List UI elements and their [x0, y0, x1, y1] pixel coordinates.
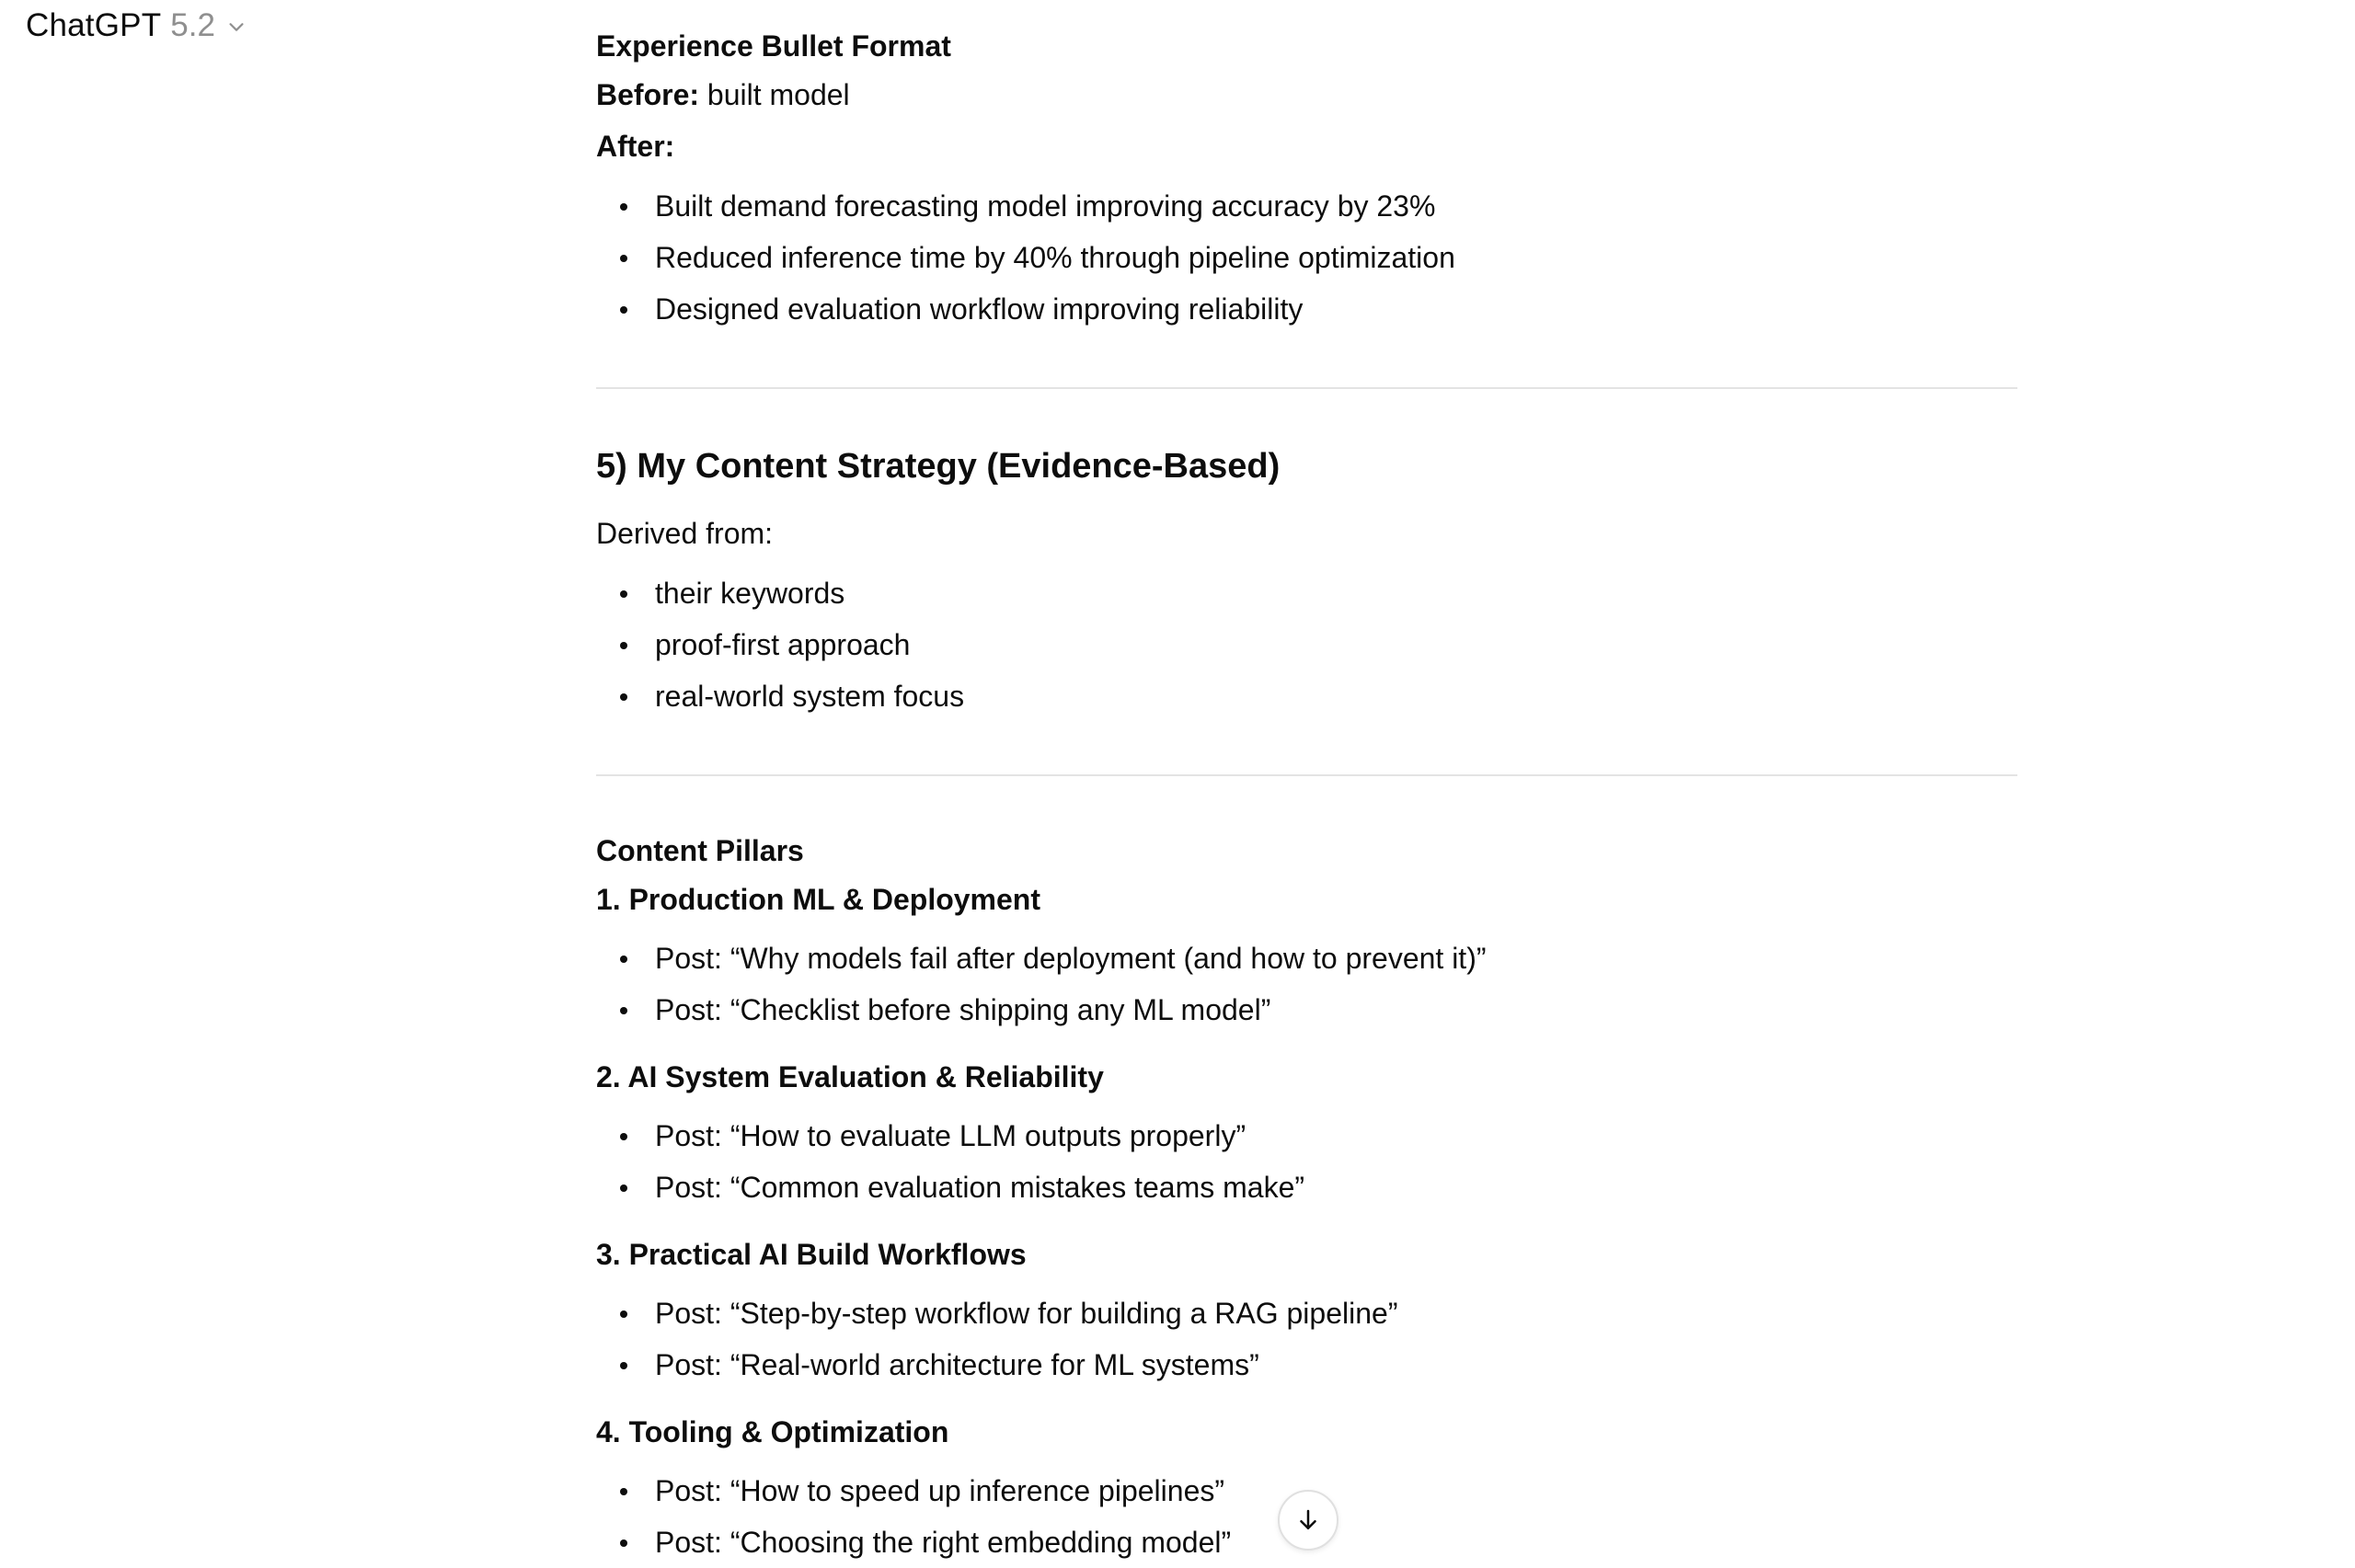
pillar-posts [596, 1288, 1397, 1391]
list-item: Designed evaluation workflow improving reliability [596, 283, 1455, 335]
pillar-posts [596, 1465, 1231, 1568]
before-value: built model [706, 78, 850, 111]
pillar-posts [596, 933, 1487, 1036]
derived-list [596, 567, 964, 722]
before-label: Before: [596, 78, 700, 111]
pillar-heading: 2. AI System Evaluation & Reliability [596, 1060, 1104, 1093]
list-item: Post: “Real-world architecture for ML systems” [596, 1339, 1397, 1391]
list-item: Post: “Choosing the right embedding model” [596, 1516, 1231, 1568]
list-item: their keywords [596, 567, 964, 619]
pillar-posts [596, 1110, 1304, 1213]
derived-from-label: Derived from: [596, 517, 774, 550]
pillar-heading: 4. Tooling & Optimization [596, 1415, 949, 1448]
model-switcher[interactable] [26, 7, 247, 44]
arrow-down-icon [1294, 1506, 1322, 1534]
list-item: Post: “How to speed up inference pipelines” [596, 1465, 1231, 1516]
list-item: Post: “How to evaluate LLM outputs properly” [596, 1110, 1304, 1162]
pillar-heading: 1. Production ML & Deployment [596, 883, 1040, 916]
section-divider [596, 774, 2017, 776]
list-item: Post: “Common evaluation mistakes teams make” [596, 1162, 1304, 1213]
list-item: Reduced inference time by 40% through pipeline optimization [596, 232, 1455, 283]
experience-bullet-title: Experience Bullet Format [596, 29, 951, 63]
app-title: ChatGPT [26, 7, 162, 43]
list-item: Post: “Why models fail after deployment (and how to prevent it)” [596, 933, 1487, 984]
section-divider [596, 387, 2017, 389]
before-line [596, 76, 850, 113]
content-strategy-heading: 5) My Content Strategy (Evidence-Based) [596, 447, 1281, 486]
pillar-heading: 3. Practical AI Build Workflows [596, 1238, 1027, 1271]
content-pillars-title: Content Pillars [596, 834, 804, 867]
list-item: real-world system focus [596, 670, 964, 722]
list-item: proof-first approach [596, 619, 964, 670]
list-item: Built demand forecasting model improving accuracy by 23% [596, 180, 1455, 232]
list-item: Post: “Checklist before shipping any ML model” [596, 984, 1487, 1036]
model-version: 5.2 [170, 7, 215, 43]
chevron-down-icon [226, 17, 247, 37]
scroll-to-bottom-button[interactable] [1278, 1490, 1338, 1551]
after-list [596, 180, 1455, 335]
after-label: After: [596, 130, 675, 163]
list-item: Post: “Step-by-step workflow for building a RAG pipeline” [596, 1288, 1397, 1339]
